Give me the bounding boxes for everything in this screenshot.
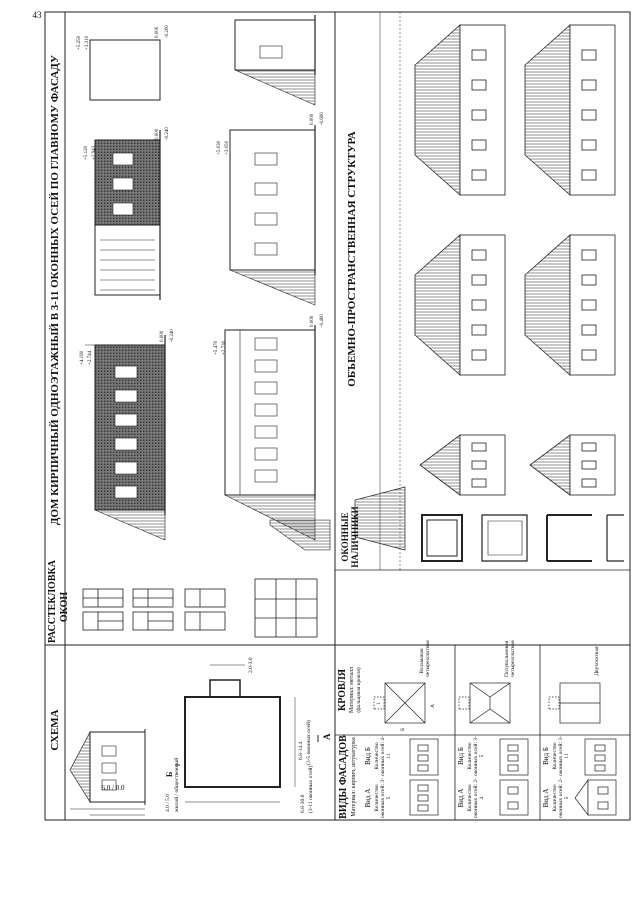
volume-2 <box>530 435 615 495</box>
brick-house-mid <box>95 130 160 300</box>
facade-a-1-text: Количество оконных осей: 3-5 <box>374 778 392 818</box>
roof-material-note: (фальцевая кровля) <box>356 667 362 713</box>
mark-e5-1: +3.050 <box>225 140 230 155</box>
facade-b-2-title: Вид Б <box>457 747 465 765</box>
facade-a-3-text: Количество оконных осей: 2-5 <box>552 778 570 818</box>
facade-b-1-text: Количество оконных осей: 4-11 <box>374 736 392 776</box>
brick-house-long <box>85 335 165 540</box>
roof-label-b: Б <box>400 727 406 731</box>
roof-type-hip: Вальмовая четырехскатная <box>419 640 431 677</box>
facade-a-1-title: Вид А <box>364 788 372 808</box>
stucco-house-long <box>225 325 315 540</box>
schema-elevation <box>70 729 145 815</box>
schema-plan <box>175 665 318 802</box>
mark-e4-2: 0.000 <box>310 315 315 327</box>
stucco-house-mid <box>230 125 315 305</box>
schema-heading: СХЕМА <box>49 709 61 751</box>
brick-house-right <box>90 40 160 100</box>
mark-e2-0: +5.120 <box>84 145 89 160</box>
mark-e4-3: -0.400 <box>320 314 325 327</box>
roof-half-hip <box>459 683 510 723</box>
schema-dim-height-sub: 4.0 / 5.0 <box>165 793 171 812</box>
elevations-panel <box>65 12 335 570</box>
mark-e1-3: -0.240 <box>170 329 175 342</box>
facade-a-2-text: Количество оконных осей: 2-4 <box>467 778 485 818</box>
facade-views <box>360 735 630 819</box>
mark-e3-3: -0.200 <box>165 25 170 38</box>
facade-b-1-title: Вид Б <box>364 747 372 765</box>
roof-type-gable: Двухскатная <box>594 646 600 676</box>
facades-material: Материал: кирпич, штукатурка <box>351 737 357 817</box>
window-trims <box>402 507 627 569</box>
schema-marker-b: Б <box>165 771 174 777</box>
facade-a-3-title: Вид А <box>542 788 550 808</box>
schema-dim-width: 6.8-14.4 <box>298 741 304 760</box>
volume-3 <box>415 235 505 375</box>
volume-heading: ОБЪЕМНО-ПРОСТРАНСТВЕННАЯ СТРУКТУРА <box>346 131 358 387</box>
volume-6 <box>525 25 615 195</box>
volume-5 <box>415 25 505 195</box>
roof-plans <box>370 640 630 733</box>
mark-e4-0: +5.470 <box>214 340 219 355</box>
facade-row-3 <box>575 739 616 815</box>
stucco-house-right <box>235 15 315 105</box>
roof-type-half-hip: Полувальмовая четырехскатная <box>504 640 516 677</box>
schema-dim-depth: 6.8-30.0 <box>300 794 306 813</box>
glazing-samples <box>83 579 317 637</box>
schema-marker-a: А <box>322 733 332 740</box>
schema-dim-depth-note: (3-11 оконных осей) <box>308 765 314 813</box>
mark-e4-1: +2.730 <box>222 340 227 355</box>
mark-e3-2: 0.000 <box>155 26 160 38</box>
schema-dim-height: 6.0 / 8.0 <box>101 784 125 792</box>
volume-1 <box>420 435 505 495</box>
mark-e1-1: +2.744 <box>88 350 93 365</box>
facade-b-3-text: Количество оконных осей: 3-11 <box>552 736 570 776</box>
page-number: 43 <box>32 10 42 20</box>
roof-label-box: 1 <box>376 702 382 705</box>
mark-e2-1: +2.943 <box>92 145 97 160</box>
mark-e1-0: +4.190 <box>80 350 85 365</box>
schema-dim-width-note: (3-5 оконных осей) <box>306 720 312 765</box>
facade-row-1 <box>410 739 438 815</box>
mark-e2-2: 0.000 <box>155 128 160 140</box>
facade-b-2-text: Количество оконных осей: 3-5 <box>467 736 485 776</box>
mark-e3-0: +5.250 <box>77 35 82 50</box>
windows-heading: РАССТЕКЛОВКА ОКОН <box>47 560 70 643</box>
schema-dim-porch: 2.0-3.0 <box>248 657 254 673</box>
mark-e5-0: +5.030 <box>217 140 222 155</box>
mark-e2-3: -0.240 <box>165 127 170 140</box>
mark-e5-2: 0.000 <box>310 113 315 125</box>
roof-gable <box>549 683 600 723</box>
facade-a-2-title: Вид А <box>457 788 465 808</box>
mark-e1-2: 0.000 <box>160 330 165 342</box>
roof-material: Материал: металл <box>349 666 355 714</box>
schema-dim-height-note: жилой / общественный <box>174 757 180 812</box>
volume-structures <box>400 15 625 505</box>
facade-row-2 <box>500 739 528 815</box>
volume-4 <box>525 235 615 375</box>
roof-heading: КРОВЛЯ <box>337 668 348 712</box>
trims-heading: ОКОННЫЕ НАЛИЧНИКИ <box>340 506 361 568</box>
facade-b-3-title: Вид Б <box>542 747 550 765</box>
mark-e5-3: -0.600 <box>320 112 325 125</box>
main-title: ДОМ КИРПИЧНЫЙ ОДНОЭТАЖНЫЙ В 3-11 ОКОННЫХ ОСЕЙ ПО ГЛАВНОМУ ФАСАДУ <box>49 54 61 526</box>
mark-e3-1: +3.310 <box>85 35 90 50</box>
facades-heading: ВИДЫ ФАСАДОВ <box>338 735 349 819</box>
roof-label-a: А <box>430 704 436 708</box>
